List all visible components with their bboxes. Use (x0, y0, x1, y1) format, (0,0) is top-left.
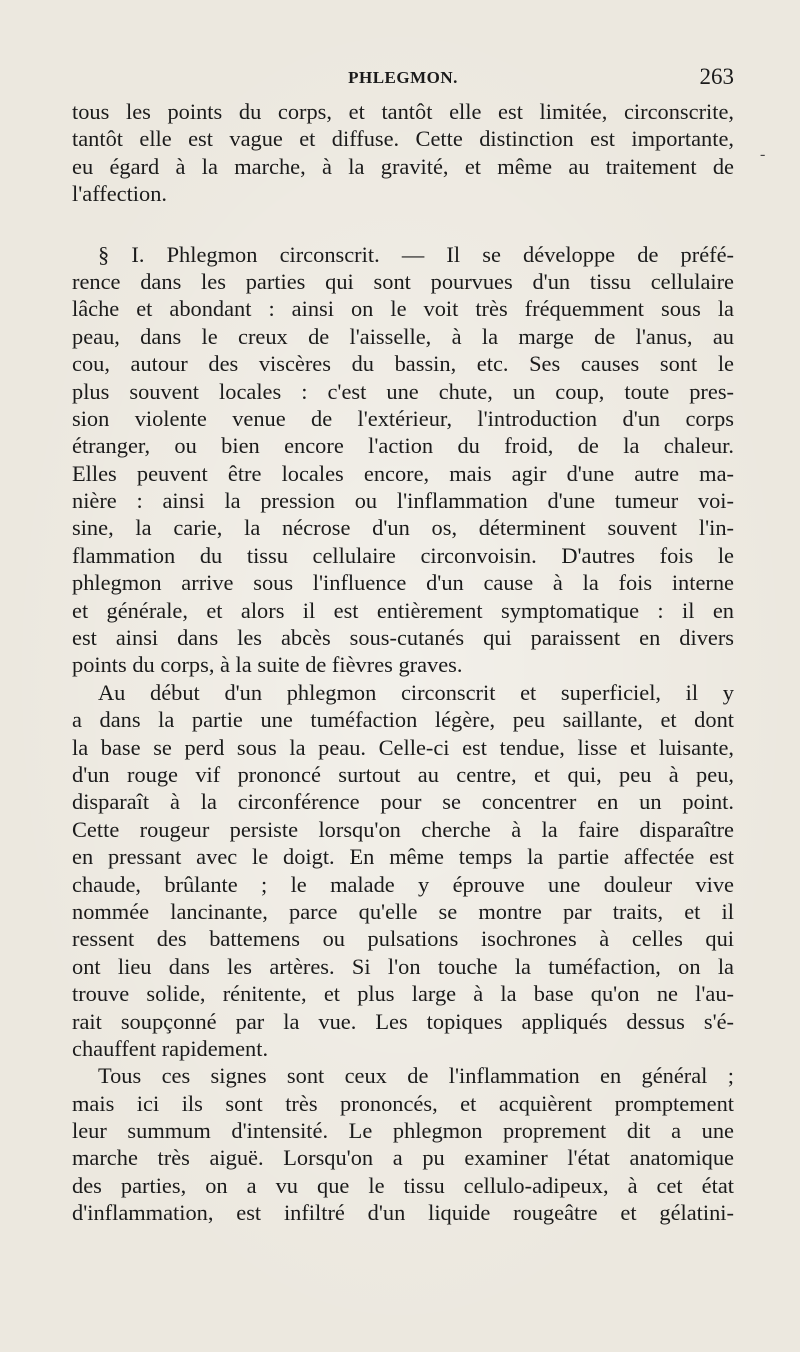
text-line: des parties, on a vu que le tissu cellulo-adipeux, à cet état (72, 1172, 734, 1198)
text-line: cou, autour des viscères du bassin, etc. Ses causes sont le (72, 351, 734, 377)
text-line: nommée lancinante, parce qu'elle se montre par traits, et il (72, 898, 734, 924)
text-line: mais ici ils sont très prononcés, et acquièrent promptement (72, 1090, 734, 1116)
text-line: d'un rouge vif prononcé surtout au centre, et qui, peu à peu, (72, 761, 734, 787)
text-line: leur summum d'intensité. Le phlegmon proprement dit a une (72, 1118, 734, 1144)
text-line: § I. Phlegmon circonscrit. — Il se développe de préfé- (98, 241, 734, 267)
text-line: ressent des battemens ou pulsations isochrones à celles qui (72, 926, 734, 952)
text-line: Elles peuvent être locales encore, mais agir d'une autre ma- (72, 460, 734, 486)
text-line: Tous ces signes sont ceux de l'inflammation en général ; (98, 1063, 734, 1089)
text-line: et générale, et alors il est entièrement symptomatique : il en (72, 597, 734, 623)
text-line: plus souvent locales : c'est une chute, un coup, toute pres- (72, 378, 734, 404)
text-line: sine, la carie, la nécrose d'un os, déterminent souvent l'in- (72, 515, 734, 541)
text-line: rence dans les parties qui sont pourvues d'un tissu cellulaire (72, 268, 734, 294)
text-line: sion violente venue de l'extérieur, l'introduction d'un corps (72, 405, 734, 431)
page-header (72, 62, 734, 92)
page-number: 263 (699, 64, 734, 89)
text-line: a dans la partie une tuméfaction légère, peu saillante, et dont (72, 707, 734, 733)
section-gap (72, 208, 734, 241)
text-line: marche très aiguë. Lorsqu'on a pu examiner l'état anatomique (72, 1145, 734, 1171)
text-line: lâche et abondant : ainsi on le voit très fréquemment sous la (72, 296, 734, 322)
text-line: flammation du tissu cellulaire circonvoisin. D'autres fois le (72, 542, 734, 568)
text-line: l'affection. (72, 181, 168, 207)
text-line: rait soupçonné par la vue. Les topiques appliqués dessus s'é- (72, 1008, 734, 1034)
margin-mark: - (760, 146, 766, 163)
text-line: ont lieu dans les artères. Si l'on touche la tuméfaction, on la (72, 953, 734, 979)
text-line: Au début d'un phlegmon circonscrit et superficiel, il y (98, 679, 734, 705)
running-title: PHLEGMON. (348, 68, 458, 87)
text-line: tous les points du corps, et tantôt elle est limitée, circonscrite, (72, 99, 734, 124)
text-line: phlegmon arrive sous l'influence d'un cause à la fois interne (72, 570, 734, 596)
text-line: Cette rougeur persiste lorsqu'on cherche à la faire disparaître (72, 816, 734, 842)
text-line: étranger, ou bien encore l'action du froid, de la chaleur. (72, 433, 734, 459)
text-line: trouve solide, rénitente, et plus large à la base qu'on ne l'au- (72, 981, 734, 1007)
text-line: chaude, brûlante ; le malade y éprouve une douleur vive (72, 871, 734, 897)
text-line: la base se perd sous la peau. Celle-ci est tendue, lisse et luisante, (72, 734, 734, 760)
text-line: peau, dans le creux de l'aisselle, à la marge de l'anus, au (72, 323, 734, 349)
text-line: d'inflammation, est infiltré d'un liquide rougeâtre et gélatini- (72, 1200, 734, 1226)
text-line: est ainsi dans les abcès sous-cutanés qui paraissent en divers (72, 625, 734, 651)
text-line: chauffent rapidement. (72, 1035, 269, 1061)
text-line: tantôt elle est vague et diffuse. Cette distinction est importante, (72, 126, 734, 152)
text-line: eu égard à la marche, à la gravité, et même au traitement de (72, 153, 734, 179)
body-text (72, 98, 734, 1227)
text-line: en pressant avec le doigt. En même temps la partie affectée est (72, 844, 734, 870)
text-line: disparaît à la circonférence pour se concentrer en un point. (72, 789, 734, 815)
text-line: nière : ainsi la pression ou l'inflammation d'une tumeur voi- (72, 488, 734, 514)
text-line: points du corps, à la suite de fièvres graves. (72, 652, 463, 678)
